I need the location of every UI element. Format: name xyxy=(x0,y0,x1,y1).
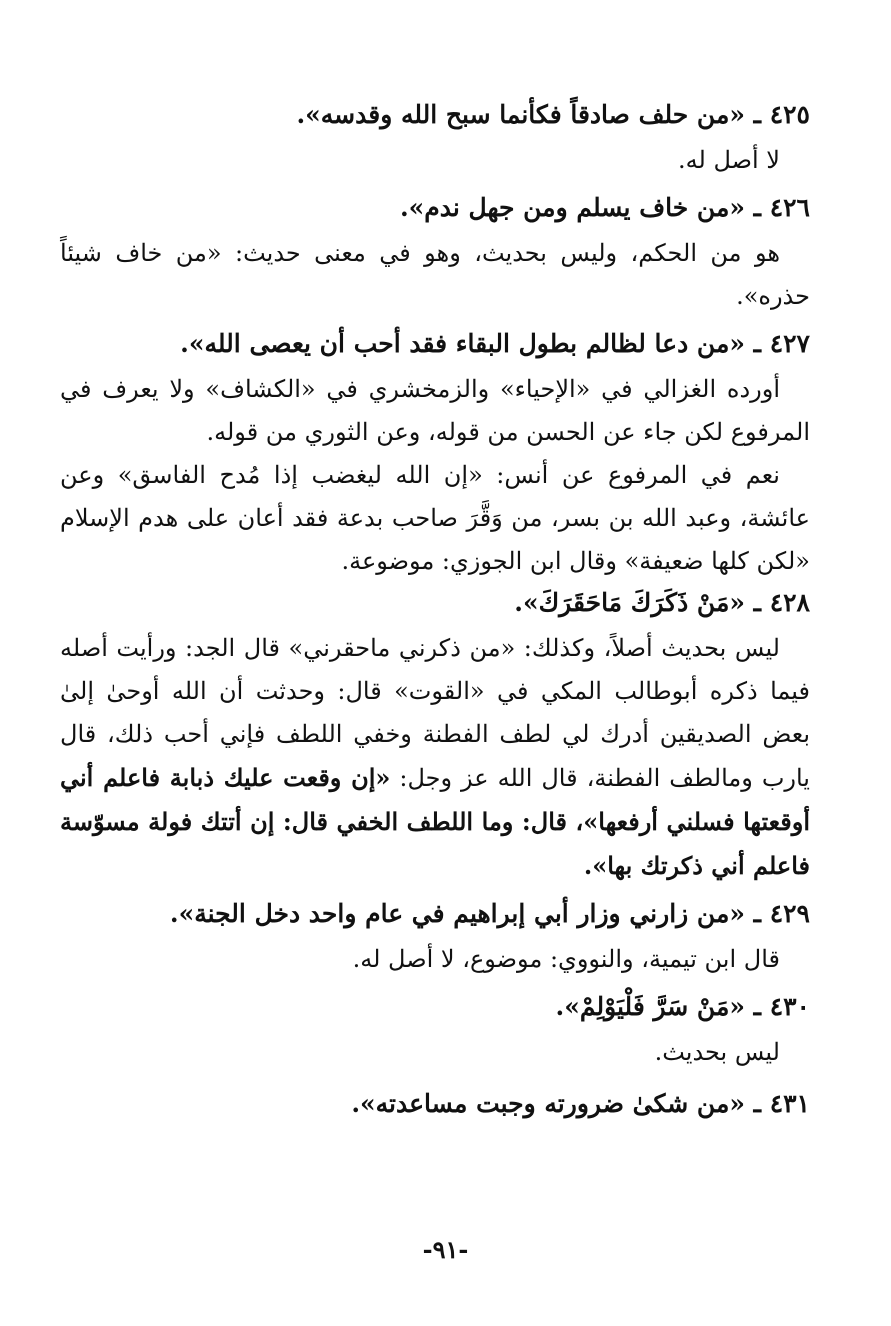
entry-text xyxy=(60,627,810,888)
entry-text: أورده الغزالي في «الإحياء» والزمخشري في «الكشاف» ولا يعرف في المرفوع لكن جاء عن الحسن من قوله، وعن الثوري من قوله. xyxy=(60,375,810,446)
entry-text: قال ابن تيمية، والنووي: موضوع، لا أصل له. xyxy=(352,945,780,973)
entry-heading: ٤٢٧ ـ «من دعا لظالم بطول البقاء فقد أحب أن يعصى الله». xyxy=(180,329,810,358)
page-content xyxy=(60,95,810,1128)
entry-heading: ٤٢٥ ـ «من حلف صادقاً فكأنما سبح الله وقدسه». xyxy=(296,100,810,129)
entry-text: لا أصل له. xyxy=(678,146,780,174)
entry-428 xyxy=(60,583,810,888)
entry-heading: ٤٢٦ ـ «من خاف يسلم ومن جهل ندم». xyxy=(399,193,810,222)
entry-heading: ٤٢٩ ـ «من زارني وزار أبي إبراهيم في عام واحد دخل الجنة». xyxy=(169,899,810,928)
entry-429 xyxy=(60,894,810,981)
page-number: -٩١- xyxy=(422,1235,469,1264)
entry-heading: ٤٣٠ ـ «مَنْ سَرَّ فَلْيَوْلِمْ». xyxy=(555,992,810,1021)
entry-426 xyxy=(60,188,810,318)
entry-425 xyxy=(60,95,810,182)
entry-text-bold: «إن وقعت عليك ذبابة فاعلم أني أوقعتها فسلني أرفعها»، قال: وما اللطف الخفي قال: إن أتتك فولة مسوّسة فاعلم أني ذكرتك بها». xyxy=(60,763,810,880)
entry-430 xyxy=(60,987,810,1074)
entry-431 xyxy=(60,1084,810,1124)
entry-text: ليس بحديث. xyxy=(654,1038,780,1066)
entry-427 xyxy=(60,324,810,583)
entry-heading: ٤٣١ ـ «من شكىٰ ضرورته وجبت مساعدته». xyxy=(351,1089,810,1118)
entry-text: نعم في المرفوع عن أنس: «إن الله ليغضب إذا مُدح الفاسق» وعن عائشة، وعبد الله بن بسر، من وَقَّرَ صاحب بدعة فقد أعان على هدم الإسلام «لكن كلها ضعيفة» وقال ابن الجوزي: موضوعة. xyxy=(60,461,810,575)
entry-text: هو من الحكم، وليس بحديث، وهو في معنى حديث: «من خاف شيئاً حذره». xyxy=(60,239,810,310)
entry-heading: ٤٢٨ ـ «مَنْ ذَكَرَكَ مَاحَقَرَكَ». xyxy=(514,588,810,617)
entry-text-plain: ليس بحديث أصلاً، وكذلك: «من ذكرني ماحقرني» قال الجد: ورأيت أصله فيما ذكره أبوطالب المكي في «القوت» قال: وحدثت أن الله أوحىٰ إلىٰ بعض الصديقين أدرك لي لطف الفطنة وخفي اللطف فإني أحب ذلك، قال يارب ومالطف الفطنة، قال الله عز وجل: xyxy=(60,634,810,792)
